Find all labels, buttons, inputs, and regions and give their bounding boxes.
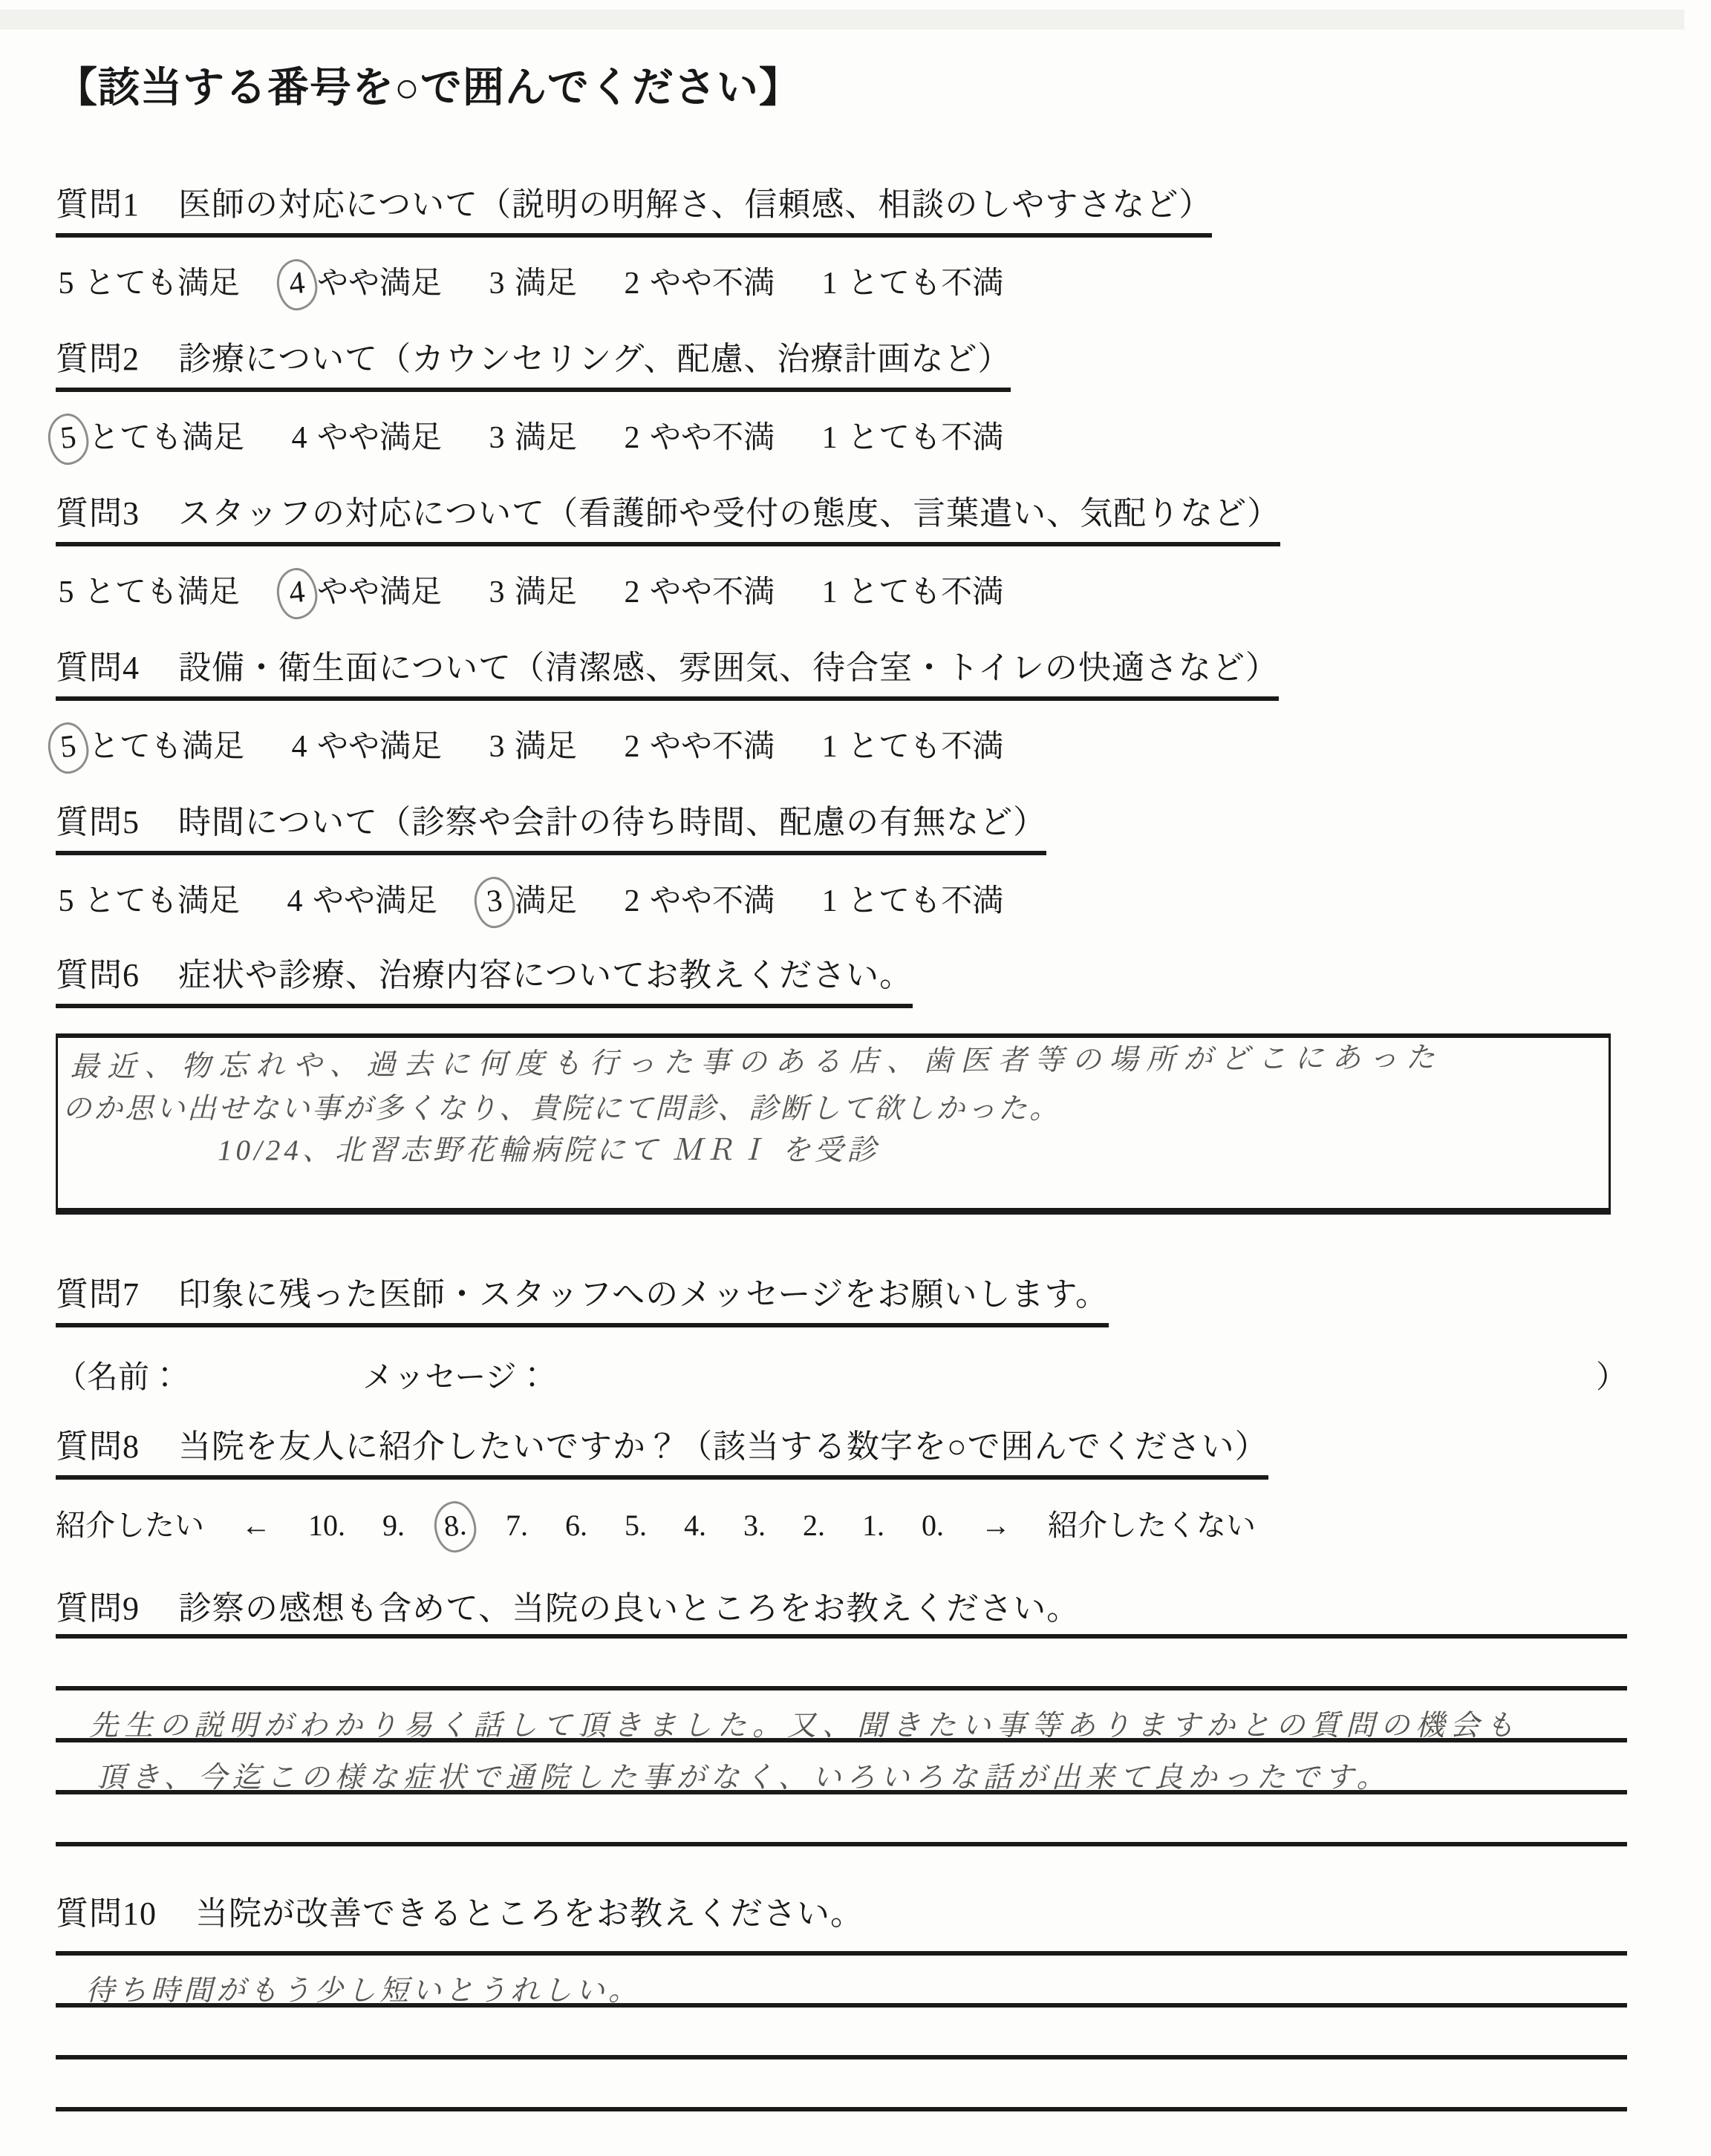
option[interactable] <box>482 881 577 922</box>
option-number[interactable]: 2 <box>624 730 640 764</box>
question-3-heading <box>56 493 1280 546</box>
question-5-title: 時間について（診察や会計の待ち時間、配慮の有無など） <box>178 804 1047 840</box>
option[interactable] <box>284 263 442 304</box>
question-8-heading <box>56 1426 1268 1480</box>
question-7-number: 質問7 <box>56 1276 140 1313</box>
option[interactable] <box>56 417 244 459</box>
option-label: とても満足 <box>88 421 245 455</box>
option[interactable] <box>284 881 437 922</box>
option[interactable] <box>622 417 775 459</box>
nps-number[interactable]: 3. <box>743 1509 766 1542</box>
option-number[interactable]: 2 <box>624 884 640 918</box>
question-4-options <box>56 726 1627 768</box>
question-8-number: 質問8 <box>56 1428 140 1465</box>
nps-number[interactable]: 9. <box>382 1509 405 1542</box>
message-field-label[interactable]: メッセージ： <box>362 1361 548 1395</box>
option-label: やや満足 <box>313 884 438 918</box>
option-label: 満足 <box>515 730 578 764</box>
handwritten-answer: 10/24、北習志野花輪病院にて ＭＲＩ を受診 <box>218 1134 880 1166</box>
option-number[interactable]: 4 <box>291 421 307 455</box>
nps-number[interactable]: 5. <box>625 1509 647 1542</box>
question-1-options <box>56 263 1627 304</box>
question-7-title: 印象に残った医師・スタッフへのメッセージをお願いします。 <box>178 1276 1109 1313</box>
option[interactable] <box>622 726 775 768</box>
nps-right-label: 紹介したくない <box>1048 1509 1256 1542</box>
question-10 <box>56 1893 1627 2111</box>
nps-number[interactable]: 4. <box>684 1509 706 1542</box>
option-label: とても不満 <box>847 267 1004 301</box>
option-number[interactable]: 3 <box>489 575 505 610</box>
option-label: やや不満 <box>650 730 775 764</box>
question-10-heading <box>56 1893 864 1935</box>
question-10-number: 質問10 <box>56 1895 157 1932</box>
option[interactable] <box>486 417 577 459</box>
question-3-number: 質問3 <box>56 495 140 532</box>
handwritten-answer: 最近、物忘れや、過去に何度も行った事のある店、歯医者等の場所がどこにあった <box>70 1042 1444 1083</box>
option-number[interactable]: 5 <box>58 884 74 918</box>
option-number[interactable]: 1 <box>821 575 838 610</box>
option-number[interactable]: 3 <box>489 730 505 764</box>
option[interactable] <box>486 263 577 304</box>
option-label: やや満足 <box>317 730 443 764</box>
option-number[interactable]: 4 <box>275 257 320 312</box>
right-arrow-icon: → <box>981 1509 1011 1542</box>
question-1-title: 医師の対応について（説明の明解さ、信頼感、相談のしやすさなど） <box>178 186 1213 223</box>
question-7-heading <box>56 1274 1109 1327</box>
handwritten-answer: 待ち時間がもう少し短いとうれしい。 <box>85 1975 642 2007</box>
option-label: 満足 <box>515 421 578 455</box>
survey-page <box>56 0 1627 2111</box>
nps-number[interactable]: 1. <box>862 1509 884 1542</box>
question-2-number: 質問2 <box>56 341 140 377</box>
option-label: やや満足 <box>317 267 443 301</box>
option-number[interactable]: 5 <box>58 575 74 610</box>
question-1 <box>56 184 1627 304</box>
question-4-title: 設備・衛生面について（清潔感、雰囲気、待合室・トイレの快適さなど） <box>178 650 1279 686</box>
nps-number[interactable]: 2. <box>803 1509 825 1542</box>
option-label: やや不満 <box>650 884 775 918</box>
question-8 <box>56 1426 1627 1546</box>
option-label: 満足 <box>515 575 578 610</box>
option-number[interactable]: 2 <box>624 421 640 455</box>
option[interactable] <box>56 263 240 304</box>
answer-line[interactable] <box>56 1956 1627 2008</box>
nps-scale <box>56 1505 1627 1546</box>
question-6-title: 症状や診療、治療内容についてお教えください。 <box>178 957 913 993</box>
option-number[interactable]: 5 <box>46 720 91 775</box>
option[interactable] <box>289 726 442 768</box>
question-6-heading <box>56 955 913 1008</box>
nps-number[interactable]: 10. <box>308 1509 345 1542</box>
option[interactable] <box>56 726 244 768</box>
nps-left-label: 紹介したい <box>56 1509 204 1542</box>
paren-close: ） <box>1595 1361 1627 1395</box>
option-label: とても不満 <box>847 884 1004 918</box>
option-label: とても満足 <box>84 267 241 301</box>
question-9-number: 質問9 <box>56 1590 140 1627</box>
option-label: 満足 <box>515 267 578 301</box>
handwritten-answer: 頂き、今迄この様な症状で通院した事がなく、いろいろな話が出来て良かったです。 <box>97 1762 1391 1794</box>
question-9-heading <box>56 1588 1080 1630</box>
option-label: とても満足 <box>84 575 241 610</box>
option[interactable] <box>622 881 775 922</box>
question-6-number: 質問6 <box>56 957 140 993</box>
option-number[interactable]: 1 <box>821 884 838 918</box>
option-label: とても満足 <box>88 730 245 764</box>
option-number[interactable]: 1 <box>821 730 838 764</box>
question-2-title: 診療について（カウンセリング、配慮、治療計画など） <box>178 341 1011 377</box>
option[interactable] <box>284 572 442 613</box>
question-7 <box>56 1274 1627 1399</box>
nps-number[interactable]: 6. <box>565 1509 587 1542</box>
option[interactable] <box>289 417 442 459</box>
question-8-title: 当院を友人に紹介したいですか？（該当する数字を○で囲んでください） <box>178 1428 1268 1465</box>
question-4-number: 質問4 <box>56 650 140 686</box>
name-field-label[interactable]: （名前： <box>56 1361 181 1395</box>
option-label: とても不満 <box>847 575 1004 610</box>
option-label: やや満足 <box>317 421 443 455</box>
option-label: やや不満 <box>650 575 775 610</box>
option[interactable] <box>622 263 775 304</box>
option-number[interactable]: 4 <box>291 730 307 764</box>
answer-line[interactable] <box>56 1690 1627 1742</box>
answer-box[interactable] <box>56 1033 1611 1215</box>
option-number[interactable]: 3 <box>472 875 518 930</box>
option[interactable] <box>56 572 240 613</box>
form-title: 【該当する番号を○で囲んでください】 <box>56 65 801 111</box>
option[interactable] <box>819 726 1003 768</box>
question-5-heading <box>56 802 1046 855</box>
option[interactable] <box>819 417 1003 459</box>
question-3-options <box>56 572 1627 613</box>
option[interactable] <box>486 726 577 768</box>
answer-line[interactable] <box>56 2059 1627 2111</box>
option-number[interactable]: 2 <box>624 575 640 610</box>
option-number[interactable]: 2 <box>624 267 640 301</box>
question-3-title: スタッフの対応について（看護師や受付の態度、言葉遣い、気配りなど） <box>178 495 1281 532</box>
question-9-title: 診察の感想も含めて、当院の良いところをお教えください。 <box>178 1590 1081 1627</box>
option-number[interactable]: 1 <box>821 421 838 455</box>
question-10-title: 当院が改善できるところをお教えください。 <box>195 1895 864 1932</box>
option-label: とても不満 <box>847 730 1004 764</box>
option[interactable] <box>486 572 577 613</box>
handwritten-answer: 先生の説明がわかり易く話して頂きました。又、聞きたい事等ありますかとの質問の機会も <box>89 1710 1521 1742</box>
answer-line[interactable] <box>56 1742 1627 1794</box>
question-4-heading <box>56 647 1279 701</box>
question-5 <box>56 802 1627 922</box>
option-number[interactable]: 3 <box>489 421 505 455</box>
question-2-heading <box>56 339 1011 392</box>
answer-line[interactable] <box>56 1794 1627 1846</box>
left-arrow-icon: ← <box>241 1509 271 1542</box>
question-2 <box>56 339 1627 459</box>
option-label: やや満足 <box>317 575 443 610</box>
option-label: やや不満 <box>650 421 775 455</box>
option-number[interactable]: 4 <box>287 884 303 918</box>
option-label: 満足 <box>515 884 578 918</box>
handwritten-answer: のか思い出せない事が多くなり、貴院にて問診、診断して欲しかった。 <box>62 1093 1061 1125</box>
option[interactable] <box>56 881 240 922</box>
question-6 <box>56 955 1627 1215</box>
question-5-options <box>56 881 1627 922</box>
option[interactable] <box>819 881 1003 922</box>
name-message-row <box>56 1357 1627 1399</box>
question-2-options <box>56 417 1627 459</box>
option[interactable] <box>819 263 1003 304</box>
question-9 <box>56 1588 1627 1846</box>
option-number[interactable]: 1 <box>821 267 838 301</box>
nps-number[interactable]: 7. <box>506 1509 528 1542</box>
option[interactable] <box>819 572 1003 613</box>
answer-line[interactable] <box>56 2008 1627 2059</box>
nps-number[interactable]: 8. <box>432 1499 479 1554</box>
question-3 <box>56 493 1627 613</box>
question-1-heading <box>56 184 1212 238</box>
option-number[interactable]: 4 <box>275 566 320 621</box>
nps-number[interactable]: 0. <box>922 1509 944 1542</box>
answer-line[interactable] <box>56 1639 1627 1690</box>
option-number[interactable]: 5 <box>58 267 74 301</box>
option-number[interactable]: 5 <box>46 411 91 466</box>
option[interactable] <box>622 572 775 613</box>
option-label: やや不満 <box>650 267 775 301</box>
question-5-number: 質問5 <box>56 804 140 840</box>
option-label: とても満足 <box>84 884 241 918</box>
option-label: とても不満 <box>847 421 1004 455</box>
question-4 <box>56 647 1627 768</box>
option-number[interactable]: 3 <box>489 267 505 301</box>
question-1-number: 質問1 <box>56 186 140 223</box>
